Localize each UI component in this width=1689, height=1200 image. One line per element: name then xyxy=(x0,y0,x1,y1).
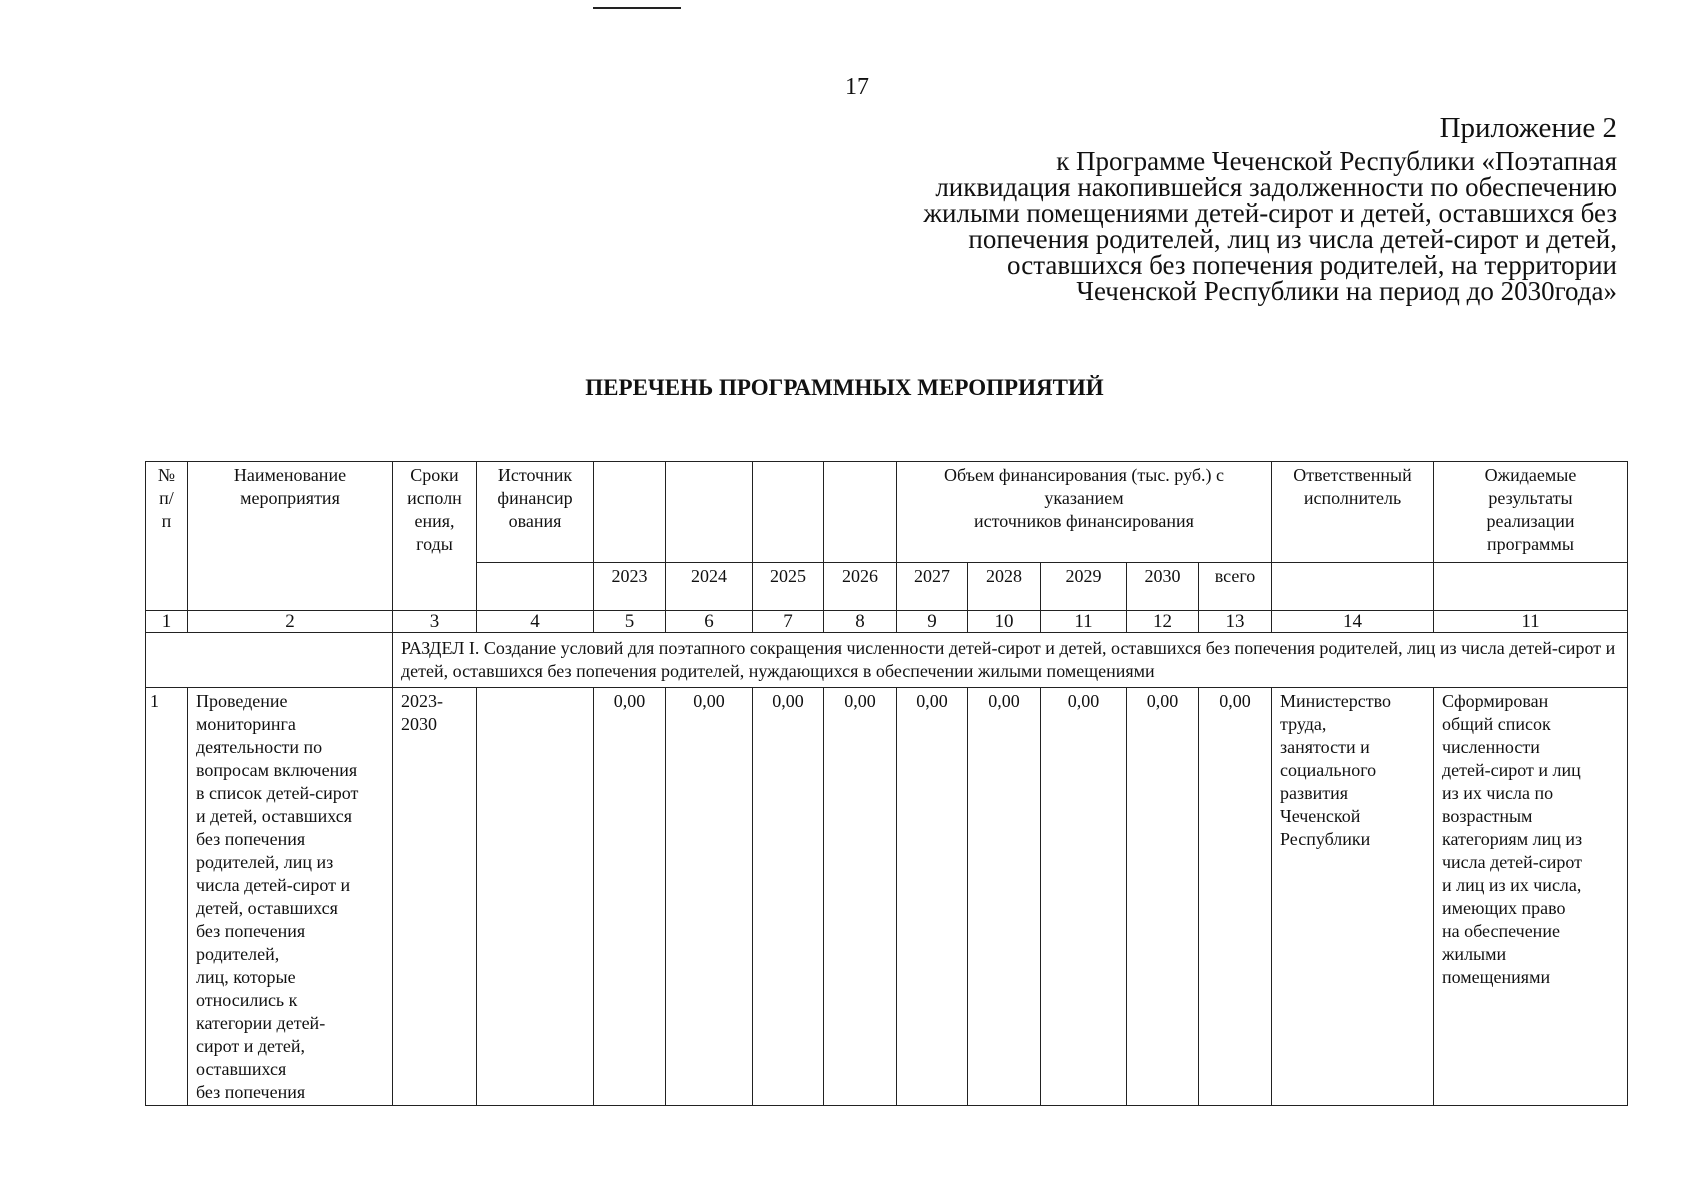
header-source: Источник финансир ования xyxy=(477,462,594,563)
row-terms: 2023- 2030 xyxy=(393,688,477,1106)
row-value-2030: 0,00 xyxy=(1127,688,1199,1106)
column-number: 7 xyxy=(753,611,824,633)
header-year: 2027 xyxy=(897,563,968,611)
header-year: 2029 xyxy=(1041,563,1127,611)
measures-table xyxy=(145,461,1628,1106)
header-terms: Сроки исполн ения, годы xyxy=(393,462,477,611)
top-scan-line xyxy=(593,7,681,9)
document-title: ПЕРЕЧЕНЬ ПРОГРАММНЫХ МЕРОПРИЯТИЙ xyxy=(585,375,1104,400)
page-number: 17 xyxy=(845,74,869,100)
header-blank-cell xyxy=(753,462,824,563)
table-row xyxy=(146,688,1628,1106)
row-value-2023: 0,00 xyxy=(594,688,666,1106)
section-row xyxy=(146,633,1628,688)
column-number: 11 xyxy=(1041,611,1127,633)
column-number: 3 xyxy=(393,611,477,633)
header-num: № п/ п xyxy=(146,462,188,611)
header-blank-cell xyxy=(824,462,897,563)
header-year: 2025 xyxy=(753,563,824,611)
column-number: 13 xyxy=(1199,611,1272,633)
appendix-subtitle: к Программе Чеченской Республики «Поэтапная ликвидация накопившейся задолженности по обеспечению жилыми помещениями детей-сирот и детей, оставшихся без попечения родителей, лиц из числа детей-сирот и детей, оставшихся без попечения родителей, на территории Чеченской Республики на период до 2030года» xyxy=(923,146,1617,306)
column-number: 5 xyxy=(594,611,666,633)
header-responsible: Ответственный исполнитель xyxy=(1272,462,1434,563)
header-name: Наименование мероприятия xyxy=(188,462,393,611)
column-number: 12 xyxy=(1127,611,1199,633)
header-blank-cell xyxy=(666,462,753,563)
header-blank-cell xyxy=(1272,563,1434,611)
row-measure-name: Проведение мониторинга деятельности по вопросам включения в список детей-сирот и детей, оставшихся без попечения родителей, лиц из числа детей-сирот и детей, оставшихся без попечения родителей, лиц, которые относились к категории детей- сирот и детей, оставшихся без попечения xyxy=(188,688,393,1106)
header-blank-cell xyxy=(594,462,666,563)
row-value-2026: 0,00 xyxy=(824,688,897,1106)
header-expected: Ожидаемые результаты реализации программы xyxy=(1434,462,1628,563)
header-year: 2024 xyxy=(666,563,753,611)
column-number: 1 xyxy=(146,611,188,633)
row-value-2027: 0,00 xyxy=(897,688,968,1106)
header-funding: Объем финансирования (тыс. руб.) с указанием источников финансирования xyxy=(897,462,1272,563)
section-blank-cell xyxy=(146,633,393,688)
header-year: 2023 xyxy=(594,563,666,611)
appendix-label: Приложение 2 xyxy=(1439,112,1617,144)
column-number: 10 xyxy=(968,611,1041,633)
row-value-total: 0,00 xyxy=(1199,688,1272,1106)
row-value-2025: 0,00 xyxy=(753,688,824,1106)
column-number: 11 xyxy=(1434,611,1628,633)
row-number: 1 xyxy=(146,688,188,1106)
row-value-2029: 0,00 xyxy=(1041,688,1127,1106)
column-number-row xyxy=(146,611,1628,633)
row-value-2024: 0,00 xyxy=(666,688,753,1106)
header-blank-cell xyxy=(477,563,594,611)
row-value-2028: 0,00 xyxy=(968,688,1041,1106)
header-year: 2030 xyxy=(1127,563,1199,611)
column-number: 9 xyxy=(897,611,968,633)
column-number: 8 xyxy=(824,611,897,633)
header-year: 2028 xyxy=(968,563,1041,611)
row-expected-results: Сформирован общий список численности детей-сирот и лиц из их числа по возрастным категориям лиц из числа детей-сирот и лиц из их числа, имеющих право на обеспечение жилыми помещениями xyxy=(1434,688,1628,1106)
column-number: 14 xyxy=(1272,611,1434,633)
column-number: 4 xyxy=(477,611,594,633)
row-source xyxy=(477,688,594,1106)
header-blank-cell xyxy=(1434,563,1628,611)
row-responsible: Министерство труда, занятости и социального развития Чеченской Республики xyxy=(1272,688,1434,1106)
header-year: 2026 xyxy=(824,563,897,611)
column-number: 6 xyxy=(666,611,753,633)
header-total: всего xyxy=(1199,563,1272,611)
header-row-1 xyxy=(146,462,1628,563)
column-number: 2 xyxy=(188,611,393,633)
section-title: РАЗДЕЛ I. Создание условий для поэтапного сокращения численности детей-сирот и детей, оставшихся без попечения родителей, лиц из числа детей-сирот и детей, оставшихся без попечения родителей, нуждающихся в обеспечении жилыми помещениями xyxy=(393,633,1628,688)
